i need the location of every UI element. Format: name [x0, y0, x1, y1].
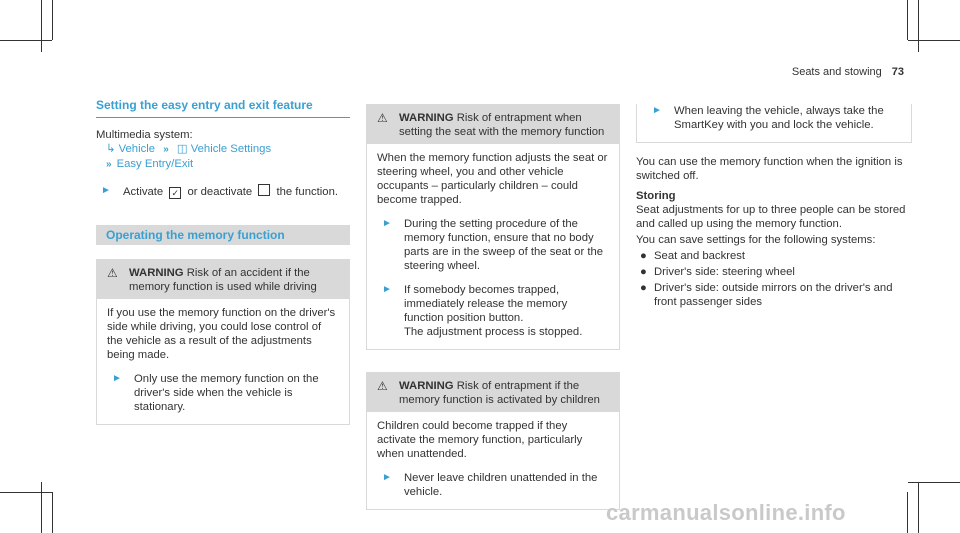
double-chevron-icon: »	[163, 144, 169, 155]
warning-header	[97, 260, 349, 299]
warning-text: Children could become trapped if they activate the memory function, particularly when unattended.	[377, 420, 583, 460]
warning-box	[366, 104, 620, 350]
column-2	[366, 98, 620, 510]
systems-list	[636, 249, 912, 309]
crop-mark	[52, 0, 53, 40]
action-text	[123, 184, 338, 199]
action-text: Only use the memory function on the driver's side when the vehicle is stationary.	[134, 373, 319, 413]
function-text: the function.	[276, 186, 338, 198]
warning-heading	[129, 266, 339, 294]
warning-box	[366, 372, 620, 510]
return-arrow-icon: ↳	[106, 143, 116, 155]
action-step	[377, 283, 609, 339]
page-number: 73	[891, 66, 904, 78]
action-step	[96, 184, 350, 199]
section-name: Seats and stowing	[791, 66, 882, 78]
warning-body	[367, 412, 619, 509]
action-text: During the setting procedure of the memory function, ensure that no body parts are in the sweep of the seat or the steering wheel.	[404, 218, 604, 272]
crop-mark	[0, 40, 52, 41]
car-settings-icon: ◫	[176, 143, 188, 155]
action-arrow-icon: ►	[101, 185, 111, 196]
crop-mark	[918, 0, 919, 52]
action-arrow-icon: ►	[652, 105, 662, 116]
action-text: Never leave children unattended in the vehicle.	[404, 472, 598, 498]
warning-heading	[399, 111, 609, 139]
warning-body	[637, 104, 911, 142]
storing-label: Storing	[636, 190, 676, 202]
warning-title: Risk of entrapment if the memory function is activated by children	[399, 380, 600, 406]
warning-title: Risk of an accident if the memory function is used while driving	[129, 267, 317, 293]
warning-triangle-icon: ⚠	[377, 379, 388, 393]
warning-label: WARNING	[129, 267, 184, 279]
action-step	[647, 104, 901, 132]
paragraph: Seat adjustments for up to three people can be stored and called up using the memory function.	[636, 204, 906, 230]
running-header	[792, 66, 904, 78]
action-arrow-icon: ►	[382, 472, 392, 483]
path-vehicle-settings: Vehicle Settings	[190, 143, 272, 155]
menu-path-2	[96, 157, 350, 172]
crop-mark	[41, 0, 42, 52]
double-chevron-icon: »	[106, 159, 112, 170]
list-item-text: Driver's side: outside mirrors on the driver's and front passenger sides	[654, 282, 893, 308]
column-3	[636, 98, 912, 309]
warning-triangle-icon: ⚠	[107, 266, 118, 280]
activate-text: Activate	[123, 186, 164, 198]
action-text: When leaving the vehicle, always take the SmartKey with you and lock the vehicle.	[674, 105, 884, 131]
action-result: The adjustment process is stopped.	[404, 326, 583, 338]
warning-label: WARNING	[399, 380, 454, 392]
warning-header	[367, 105, 619, 144]
action-step	[377, 471, 609, 499]
warning-text: When the memory function adjusts the seat or steering wheel, you and other vehicle occupants – particularly children – could become trapped.	[377, 152, 608, 206]
crop-mark	[908, 40, 960, 41]
checked-box-icon: ✓	[169, 187, 181, 199]
section-title: Setting the easy entry and exit feature	[96, 98, 350, 118]
watermark: carmanualsonline.info	[606, 500, 846, 525]
list-item	[636, 281, 912, 309]
list-item	[636, 265, 912, 279]
action-step	[107, 372, 339, 414]
warning-triangle-icon: ⚠	[377, 111, 388, 125]
multimedia-label: Multimedia system:	[96, 129, 193, 141]
subsection-title: Operating the memory function	[96, 225, 350, 245]
crop-mark	[918, 482, 919, 533]
warning-heading	[399, 379, 609, 407]
action-arrow-icon: ►	[382, 218, 392, 229]
warning-body	[367, 144, 619, 349]
warning-title: Risk of entrapment when setting the seat with the memory function	[399, 112, 605, 138]
path-easy-entry: Easy Entry/Exit	[116, 158, 194, 170]
deactivate-text: or deactivate	[187, 186, 253, 198]
list-item-text: Seat and backrest	[654, 250, 746, 262]
paragraph: You can save settings for the following systems:	[636, 234, 876, 246]
warning-body	[97, 299, 349, 424]
column-1	[96, 98, 350, 425]
paragraph: You can use the memory function when the ignition is switched off.	[636, 156, 903, 182]
menu-path-1	[96, 142, 350, 157]
crop-mark	[0, 492, 52, 493]
bullet-icon: ●	[640, 282, 647, 294]
crop-mark	[52, 492, 53, 533]
action-arrow-icon: ►	[382, 284, 392, 295]
action-step	[377, 217, 609, 273]
crop-mark	[907, 0, 908, 40]
action-text-main: If somebody becomes trapped, immediately release the memory function position button.	[404, 284, 568, 324]
bullet-icon: ●	[640, 250, 647, 262]
crop-mark	[908, 482, 960, 483]
warning-label: WARNING	[399, 112, 454, 124]
crop-mark	[41, 482, 42, 533]
warning-box-continued	[636, 104, 912, 143]
warning-text: If you use the memory function on the driver's side while driving, you could lose control of the vehicle as a result of the adjustments being made.	[107, 307, 336, 361]
bullet-icon: ●	[640, 266, 647, 278]
action-arrow-icon: ►	[112, 373, 122, 384]
warning-box	[96, 259, 350, 425]
list-item	[636, 249, 912, 263]
list-item-text: Driver's side: steering wheel	[654, 266, 795, 278]
action-text	[404, 283, 609, 339]
path-vehicle: Vehicle	[118, 143, 156, 155]
warning-header	[367, 373, 619, 412]
unchecked-box-icon	[258, 184, 270, 196]
crop-mark	[907, 492, 908, 533]
